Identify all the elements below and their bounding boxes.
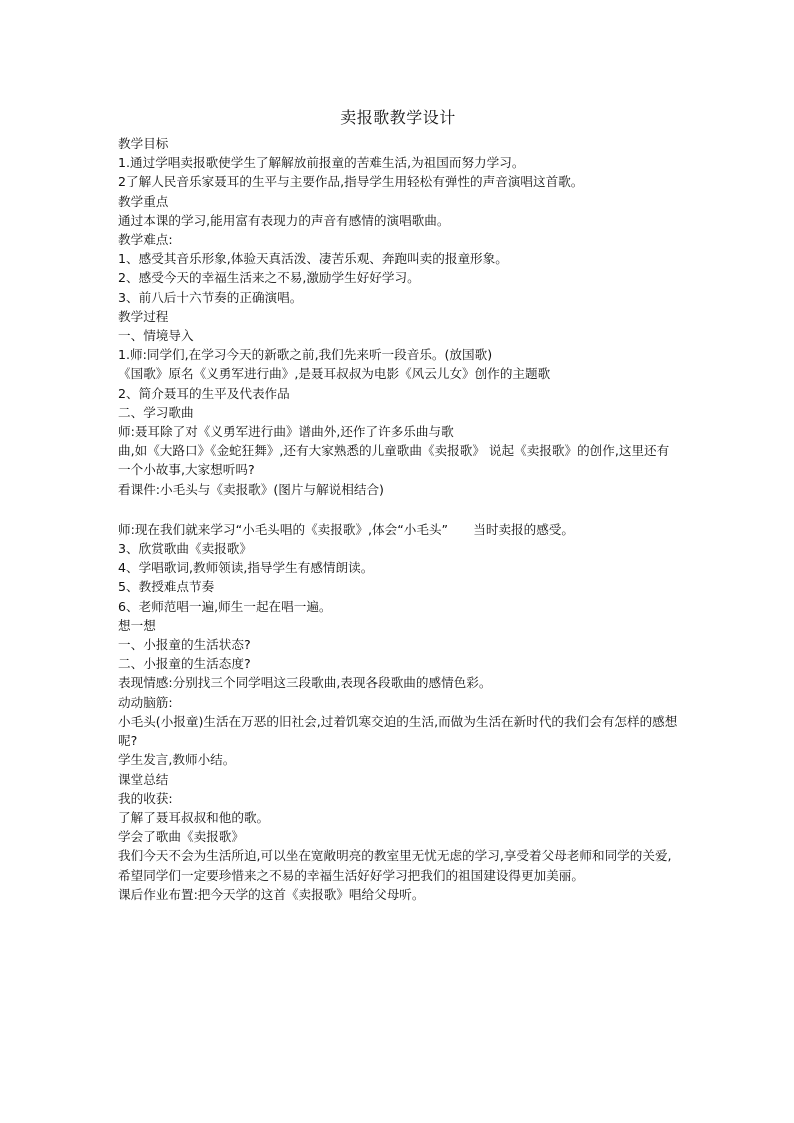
goal-item-2: 2了解人民音乐家聂耳的生平与主要作品,指导学生用轻松有弹性的声音演唱这首歌。	[118, 174, 584, 190]
learn-text-2: 曲,如《大路口》《金蛇狂舞》,还有大家熟悉的儿童歌曲《卖报歌》 说起《卖报歌》的创作,这里还有一个小故事,大家想听吗?	[118, 443, 670, 478]
blank-line	[118, 499, 678, 520]
learn-text-1: 师:聂耳除了对《义勇军进行曲》谱曲外,还作了许多乐曲与歌	[118, 424, 454, 440]
difficulty-item-1: 1、感受其音乐形象,体验天真活泼、凄苦乐观、奔跑叫卖的报童形象。	[118, 251, 508, 267]
heading-think: 想一想	[118, 617, 156, 633]
goal-item-1: 1.通过学唱卖报歌使学生了解解放前报童的苦难生活,为祖国而努力学习。	[118, 155, 525, 171]
think-question-2: 二、小报童的生活态度?	[118, 656, 251, 672]
intro-step-2: 2、简介聂耳的生平及代表作品	[118, 385, 290, 401]
student-speech: 学生发言,教师小结。	[118, 752, 236, 768]
difficulty-item-2: 2、感受今天的幸福生活来之不易,激励学生好好学习。	[118, 270, 420, 286]
document-title: 卖报歌教学设计	[340, 108, 456, 127]
learn-step-3: 3、欣赏歌曲《卖报歌》	[118, 541, 252, 557]
courseware-note: 看课件:小毛头与《卖报歌》(图片与解说相结合)	[118, 481, 384, 497]
heading-brainstorm: 动动脑筋:	[118, 694, 173, 710]
express-emotion: 表现情感:分别找三个同学唱这三段歌曲,表现各段歌曲的感情色彩。	[118, 675, 492, 691]
heading-summary: 课堂总结	[118, 771, 169, 787]
think-question-1: 一、小报童的生活状态?	[118, 637, 251, 653]
learn-intro-line: 师:现在我们就来学习“小毛头唱的《卖报歌》,体会“小毛头” 当时卖报的感受。	[118, 521, 575, 537]
homework: 课后作业布置:把今天学的这首《卖报歌》唱给父母听。	[118, 886, 425, 902]
section-learn-heading: 二、学习歌曲	[118, 404, 194, 420]
document-page	[118, 104, 678, 904]
heading-teaching-goals: 教学目标	[118, 136, 169, 151]
summary-gains-label: 我的收获:	[118, 790, 173, 806]
summary-closing: 我们今天不会为生活所迫,可以坐在宽敞明亮的教室里无忧无虑的学习,享受着父母老师和同学的关爱,希望同学们一定要珍惜来之不易的幸福生活好好学习把我们的祖国建设得更加美丽。	[118, 848, 672, 883]
learn-step-5: 5、教授难点节奏	[118, 579, 215, 595]
intro-step-1: 1.师:同学们,在学习今天的新歌之前,我们先来听一段音乐。(放国歌)	[118, 347, 493, 363]
intro-anthem-note: 《国歌》原名《义勇军进行曲》,是聂耳叔叔为电影《风云儿女》创作的主题歌	[118, 366, 551, 382]
learn-step-4: 4、学唱歌词,教师领读,指导学生有感情朗读。	[118, 560, 374, 576]
heading-difficulties: 教学难点:	[118, 232, 173, 248]
difficulty-item-3: 3、前八后十六节奏的正确演唱。	[118, 289, 303, 305]
section-intro-heading: 一、情境导入	[118, 328, 194, 344]
heading-key-points: 教学重点	[118, 193, 169, 209]
brainstorm-text: 小毛头(小报童)生活在万恶的旧社会,过着饥寒交迫的生活,而做为生活在新时代的我们会有怎样的感想呢?	[118, 713, 678, 749]
learn-step-6: 6、老师范唱一遍,师生一起在唱一遍。	[118, 598, 332, 614]
summary-gain-1: 了解了聂耳叔叔和他的歌。	[118, 809, 270, 825]
key-point-text: 通过本课的学习,能用富有表现力的声音有感情的演唱歌曲。	[118, 212, 450, 228]
heading-teaching-process: 教学过程	[118, 308, 169, 324]
summary-gain-2: 学会了歌曲《卖报歌》	[118, 829, 244, 845]
